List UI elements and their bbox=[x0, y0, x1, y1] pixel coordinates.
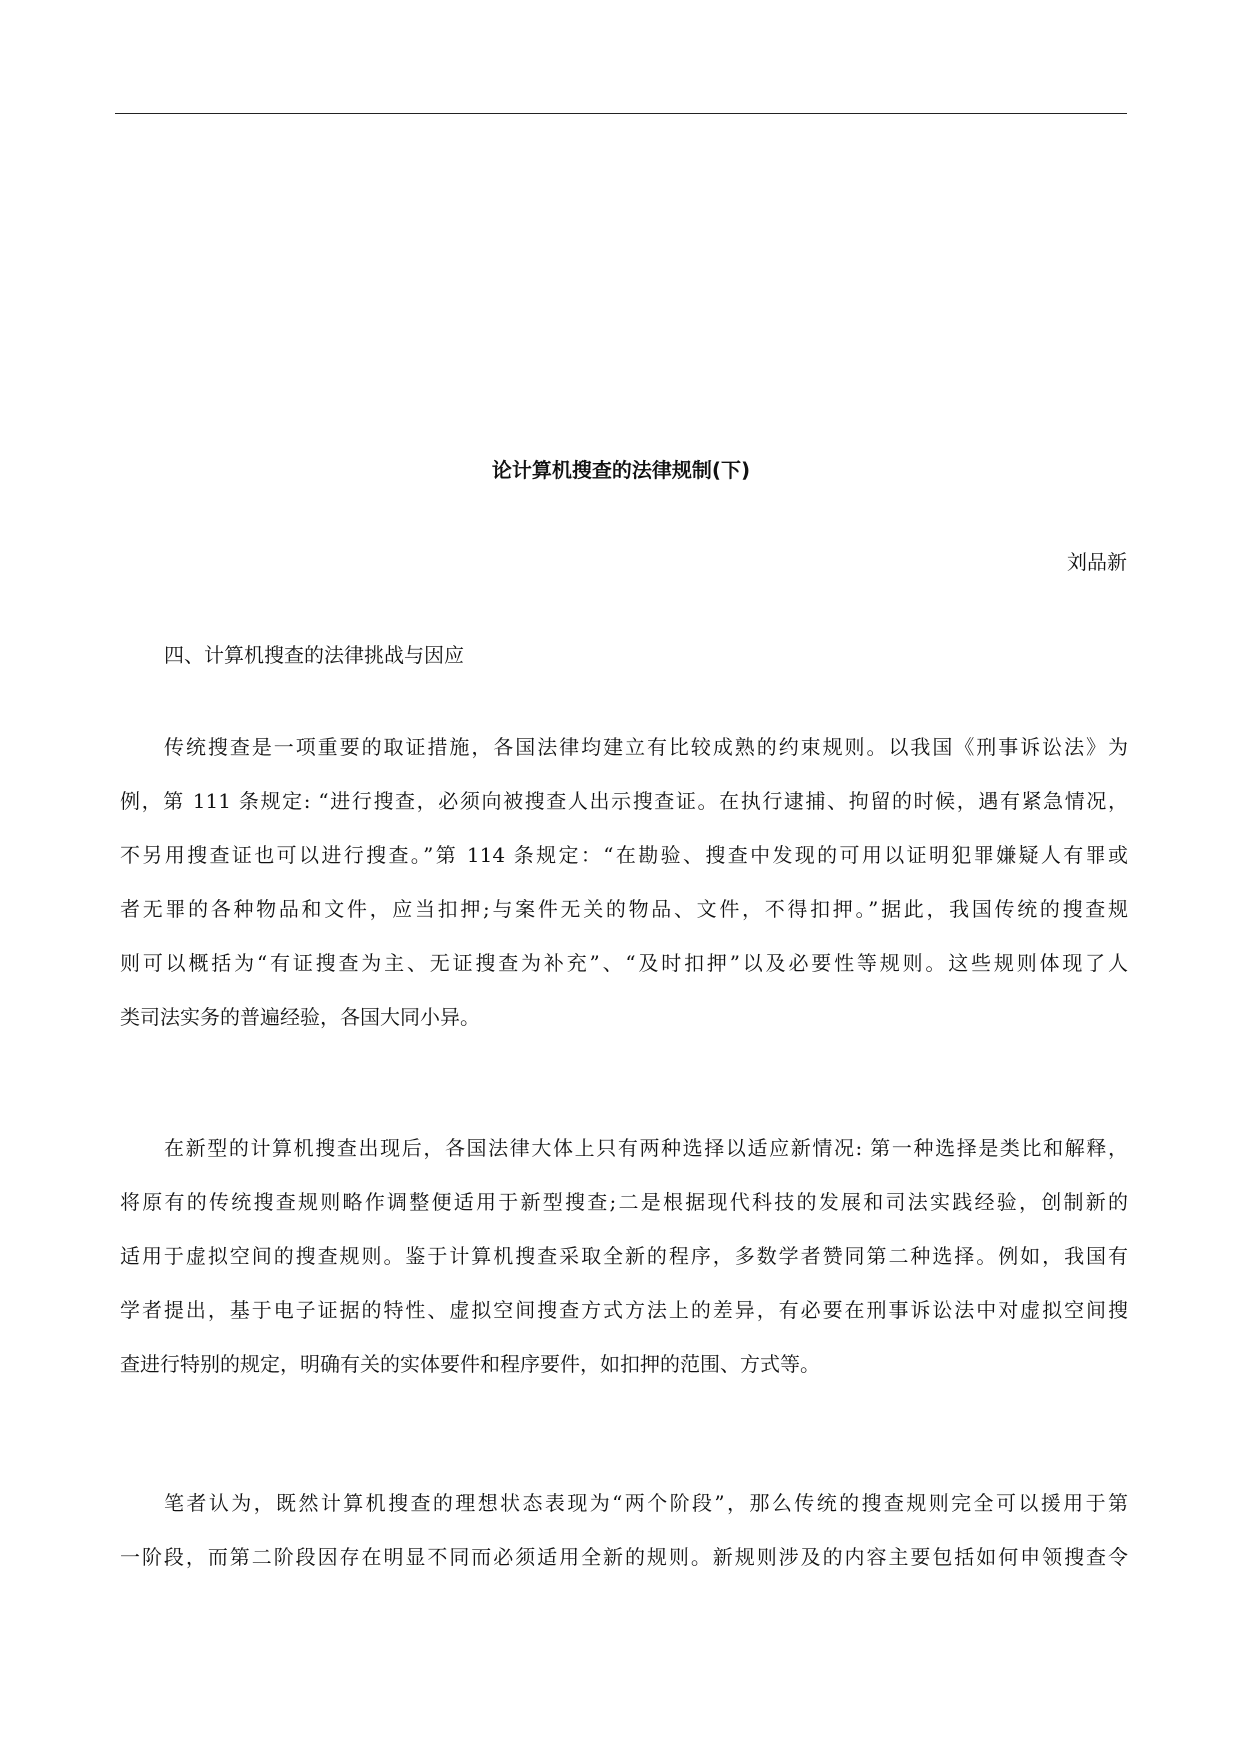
paragraph-3 bbox=[120, 1476, 1128, 1584]
paragraph-line: 不另用搜查证也可以进行搜查。”第 114 条规定：“在勘验、搜查中发现的可用以证明犯罪嫌疑人有罪或 bbox=[120, 843, 1128, 867]
paragraph-line: 在新型的计算机搜查出现后，各国法律大体上只有两种选择以适应新情况: 第一种选择是类比和解释， bbox=[164, 1136, 1128, 1160]
paragraph-line: 适用于虚拟空间的搜查规则。鉴于计算机搜查采取全新的程序，多数学者赞同第二种选择。例如，我国有 bbox=[120, 1244, 1128, 1268]
author-name: 刘品新 bbox=[1067, 550, 1127, 574]
paragraph-line: 查进行特别的规定，明确有关的实体要件和程序要件，如扣押的范围、方式等。 bbox=[120, 1352, 820, 1376]
paragraph-line: 学者提出，基于电子证据的特性、虚拟空间搜查方式方法上的差异，有必要在刑事诉讼法中对虚拟空间搜 bbox=[120, 1298, 1128, 1322]
paragraph-line: 则可以概括为“有证搜查为主、无证搜查为补充”、“及时扣押”以及必要性等规则。这些规则体现了人 bbox=[120, 951, 1128, 975]
paragraph-line: 类司法实务的普遍经验，各国大同小异。 bbox=[120, 1005, 480, 1029]
paragraph-line: 传统搜查是一项重要的取证措施，各国法律均建立有比较成熟的约束规则。以我国《刑事诉讼法》为 bbox=[164, 735, 1128, 759]
section-heading: 四、计算机搜查的法律挑战与因应 bbox=[164, 643, 464, 667]
document-title: 论计算机搜查的法律规制(下) bbox=[491, 458, 751, 482]
paragraph-line: 一阶段，而第二阶段因存在明显不同而必须适用全新的规则。新规则涉及的内容主要包括如何申领搜查令 bbox=[120, 1545, 1128, 1569]
paragraph-line: 者无罪的各种物品和文件，应当扣押;与案件无关的物品、文件，不得扣押。”据此，我国传统的搜查规 bbox=[120, 897, 1128, 921]
paragraph-2 bbox=[120, 1121, 1128, 1391]
paragraph-line: 将原有的传统搜查规则略作调整便适用于新型搜查;二是根据现代科技的发展和司法实践经验，创制新的 bbox=[120, 1190, 1128, 1214]
paragraph-line: 例，第 111 条规定: “进行搜查，必须向被搜查人出示搜查证。在执行逮捕、拘留的时候，遇有紧急情况， bbox=[120, 789, 1128, 813]
header-rule bbox=[115, 113, 1127, 114]
paragraph-line: 笔者认为，既然计算机搜查的理想状态表现为“两个阶段”，那么传统的搜查规则完全可以援用于第 bbox=[164, 1491, 1128, 1515]
paragraph-1 bbox=[120, 720, 1128, 1044]
